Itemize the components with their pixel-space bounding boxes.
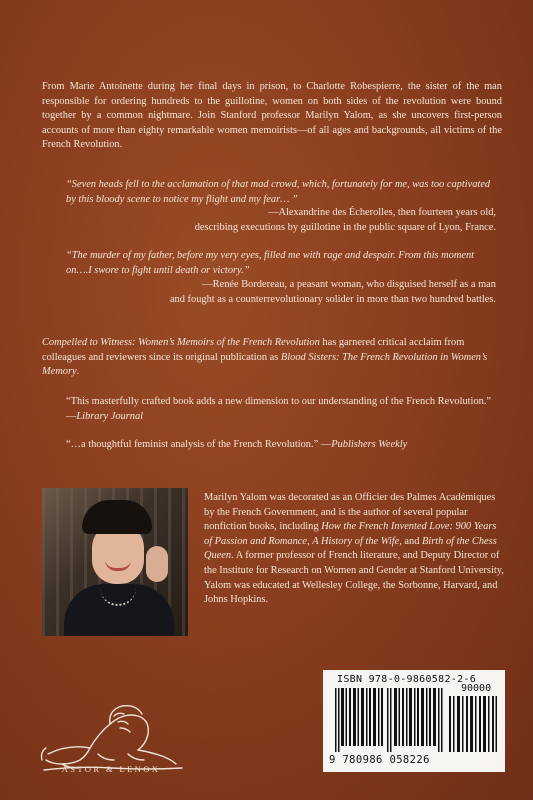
intro-paragraph: From Marie Antoinette during her final days in prison, to Charlotte Robespierre, the sister of the man responsible for ordering hundreds to the guillotine, women on both sides of the revolution were bound together by a common nightmare. Join Stanford professor Marilyn Yalom, as she uncovers first-person accounts of more than eighty remarkable women memoirists—of all ages and backgrounds, all victims of the French Revolution. bbox=[42, 81, 502, 151]
price-code: 90000 bbox=[461, 683, 492, 694]
bio-text: Marilyn Yalom was decorated as an Officier des Palmes Académiques by the French Government, and is the author of several popular nonfiction books, including bbox=[204, 492, 496, 533]
bio-separator: , bbox=[307, 535, 313, 547]
attribution-line: —Renée Bordereau, a peasant woman, who disguised herself as a man bbox=[202, 279, 496, 290]
isbn-label: ISBN 978-0-9860582-2-6 bbox=[337, 674, 477, 685]
bio-book-title: Birth of the Chess Queen bbox=[204, 535, 497, 562]
quote-echerolles: “Seven heads fell to the acclamation of that mad crowd, which, fortunately for me, was too captivated by this bloody scene to notice my flight and my fear… ” bbox=[66, 179, 491, 205]
bio-book-title: A History of the Wife bbox=[312, 535, 400, 547]
acclaim-text: has garnered critical acclaim from colleagues and reviewers since its original publication as bbox=[42, 337, 465, 363]
author-photo bbox=[42, 488, 188, 636]
bio-text: . A former professor of French literature, and Deputy Director of the Institute for Research on Women and Gender at Stanford University, Yalom was educated at Wellesley College, the Sorbonne, Harvard, and Johns Hopkins. bbox=[204, 550, 504, 606]
attribution-line: —Alexandrine des Écherolles, then fourteen years old, bbox=[268, 207, 496, 218]
addon-barcode-bars bbox=[449, 696, 497, 752]
author-bio bbox=[204, 491, 506, 608]
review-library-journal bbox=[66, 395, 496, 424]
review-text: “This masterfully crafted book adds a new dimension to our understanding of the French Revolution.” — bbox=[66, 396, 492, 422]
bio-separator: , and bbox=[399, 535, 422, 547]
review-source: Publishers Weekly bbox=[331, 439, 408, 450]
barcode-bars bbox=[335, 688, 443, 752]
photo-hand bbox=[146, 546, 168, 582]
isbn-barcode bbox=[323, 670, 505, 772]
attribution-line: describing executions by guillotine in the public square of Lyon, France. bbox=[194, 221, 496, 233]
bio-book-title: How the French Invented Love: 900 Years of Passion and Romance bbox=[204, 521, 497, 547]
book-title: Compelled to Witness: Women’s Memoirs of the French Revolution bbox=[42, 337, 320, 348]
quote-bordereau-attribution bbox=[66, 278, 496, 307]
review-publishers-weekly bbox=[66, 438, 496, 453]
original-title: Blood Sisters: The French Revolution in Women’s Memory bbox=[42, 351, 488, 378]
review-source: Library Journal bbox=[76, 410, 144, 422]
quote-bordereau: “The murder of my father, before my very eyes, filled me with rage and despair. From this moment on….I swore to fight until death or victory.” bbox=[66, 250, 475, 276]
publisher-name: ASTOR & LENOX bbox=[61, 764, 161, 774]
attribution-line: and fought as a counterrevolutionary solider in more than two hundred battles. bbox=[169, 293, 496, 305]
photo-hat bbox=[82, 500, 152, 534]
review-text: “…a thoughtful feminist analysis of the French Revolution.” — bbox=[66, 439, 332, 450]
acclaim-paragraph bbox=[42, 336, 502, 380]
quote-echerolles-attribution bbox=[66, 206, 496, 235]
acclaim-end: . bbox=[76, 366, 80, 378]
ean-digits: 9 780986 058226 bbox=[329, 754, 430, 766]
